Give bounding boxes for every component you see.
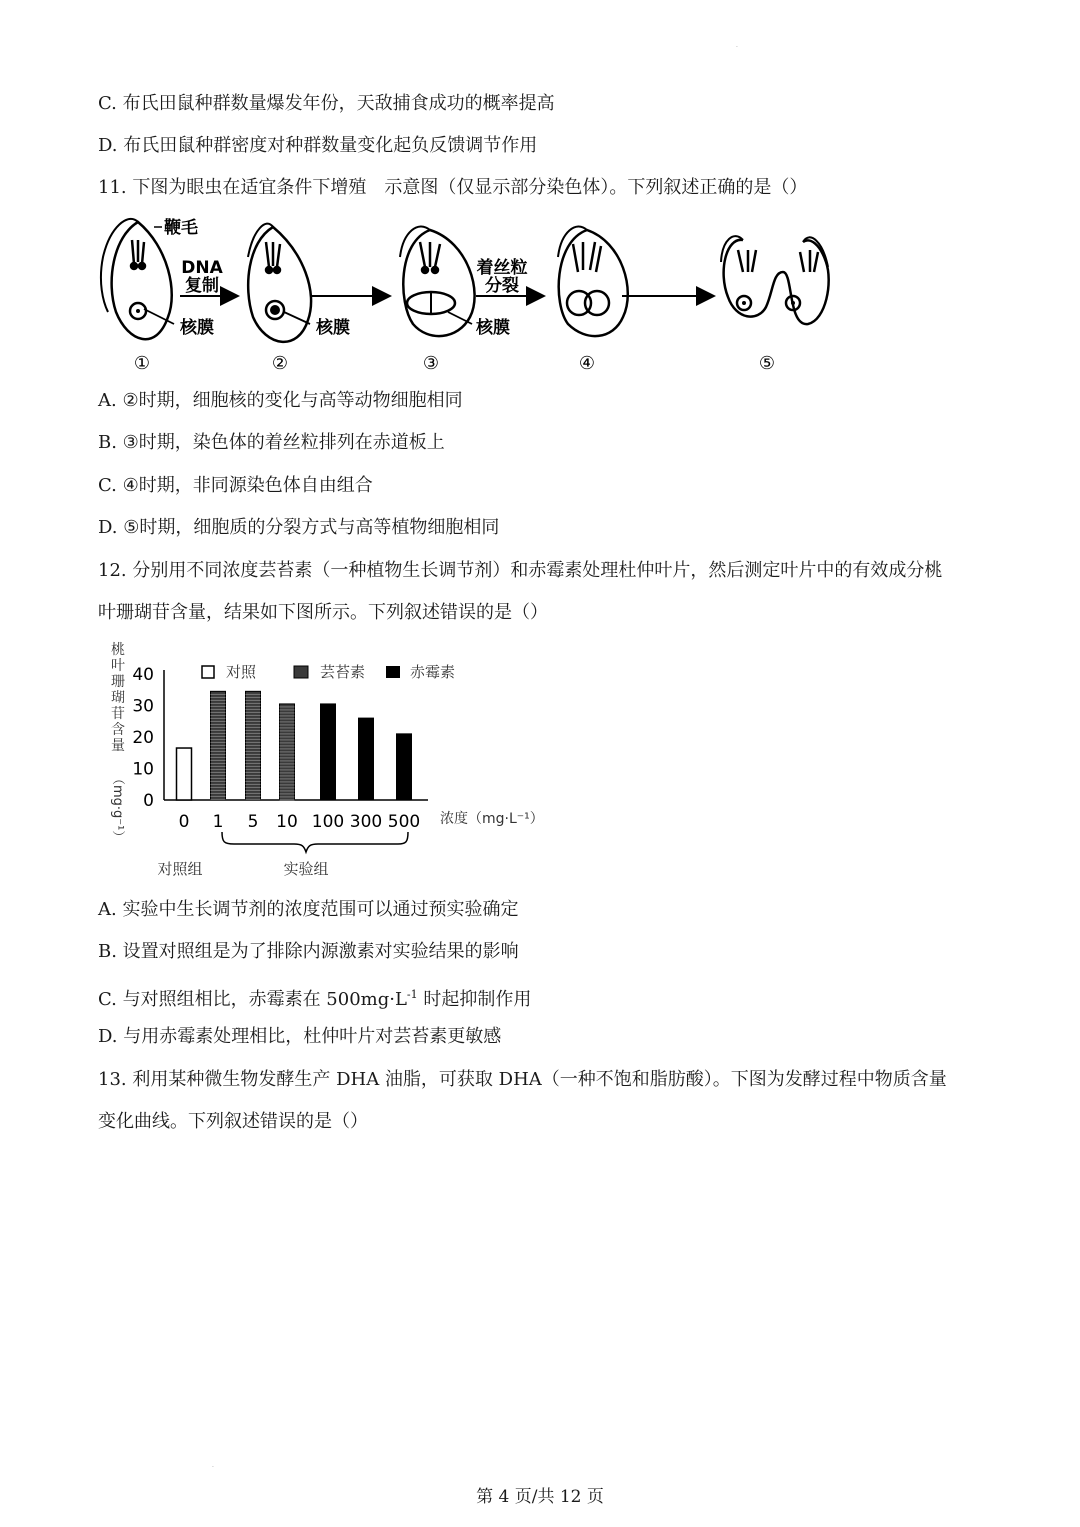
y-tick-label: 40 bbox=[132, 665, 154, 685]
legend-swatch-gibberellin bbox=[386, 666, 400, 678]
question-12-line2: 叶珊瑚苷含量，结果如下图所示。下列叙述错误的是（） bbox=[98, 602, 548, 623]
x-tick-label: 5 bbox=[247, 812, 259, 832]
euglena-division-diagram bbox=[98, 212, 858, 377]
membrane-label-1: 核膜 bbox=[180, 318, 214, 338]
scan-dot-bottom: · bbox=[212, 1464, 214, 1471]
y-axis-label-char: 量 bbox=[111, 738, 125, 754]
cell-stage-3 bbox=[400, 226, 475, 336]
option-10d: D. 布氏田鼠种群密度对种群数量变化起负反馈调节作用 bbox=[98, 135, 538, 156]
stage-label-5: ⑤ bbox=[758, 353, 776, 374]
option-12b: B. 设置对照组是为了排除内源激素对实验结果的影响 bbox=[98, 941, 519, 962]
x-tick-label: 10 bbox=[276, 812, 298, 832]
x-axis-label: 浓度（mg·L⁻¹） bbox=[440, 811, 544, 827]
cell-stage-4 bbox=[558, 226, 628, 336]
experiment-group-brace bbox=[222, 832, 408, 852]
option-12c bbox=[98, 983, 531, 1012]
y-axis-label-char: 瑚 bbox=[111, 690, 125, 706]
arrow3-label-top: 着丝粒 bbox=[476, 258, 528, 278]
option-12c-text-end: 时起抑制作用 bbox=[417, 989, 532, 1010]
option-12c-superscript: -1 bbox=[406, 988, 418, 1001]
y-tick-label: 20 bbox=[132, 728, 154, 748]
x-tick-label: 0 bbox=[178, 812, 190, 832]
stage-label-2: ② bbox=[271, 353, 289, 374]
cell-stage-5 bbox=[721, 236, 829, 324]
page-footer: 第 4 页/共 12 页 bbox=[476, 1487, 604, 1507]
question-12-line1: 12. 分别用不同浓度芸苔素（一种植物生长调节剂）和赤霉素处理杜仲叶片，然后测定叶片中的有效成分桃 bbox=[98, 560, 943, 581]
bar-对照-0 bbox=[177, 748, 192, 800]
option-11c: C. ④时期，非同源染色体自由组合 bbox=[98, 475, 373, 496]
y-axis-label-char: 苷 bbox=[111, 706, 125, 722]
option-10c: C. 布氏田鼠种群数量爆发年份，天敌捕食成功的概率提高 bbox=[98, 93, 555, 114]
arrow3-label-bottom: 分裂 bbox=[485, 276, 519, 296]
x-tick-label: 300 bbox=[349, 812, 383, 832]
stage-label-3: ③ bbox=[422, 353, 440, 374]
legend-control: 对照 bbox=[226, 663, 257, 681]
bar-赤霉素-100 bbox=[321, 704, 336, 800]
bar-赤霉素-500 bbox=[397, 734, 412, 800]
bar-赤霉素-300 bbox=[359, 718, 374, 800]
legend-swatch-brassinolide bbox=[294, 666, 308, 678]
y-tick-label: 30 bbox=[132, 696, 154, 717]
question-11: 11. 下图为眼虫在适宜条件下增殖 示意图（仅显示部分染色体）。下列叙述正确的是（） bbox=[98, 177, 808, 198]
scan-dot: · bbox=[736, 44, 738, 51]
option-11b: B. ③时期，染色体的着丝粒排列在赤道板上 bbox=[98, 432, 445, 453]
option-12d: D. 与用赤霉素处理相比，杜仲叶片对芸苔素更敏感 bbox=[98, 1026, 502, 1047]
legend-swatch-control bbox=[202, 666, 214, 678]
x-tick-label: 500 bbox=[387, 812, 421, 832]
y-axis-unit: （mg·g⁻¹） bbox=[110, 772, 125, 844]
membrane-label-3: 核膜 bbox=[476, 318, 510, 338]
option-12a: A. 实验中生长调节剂的浓度范围可以通过预实验确定 bbox=[98, 899, 519, 920]
y-axis-label-char: 叶 bbox=[111, 658, 125, 674]
y-tick-label: 0 bbox=[143, 791, 154, 811]
legend-brassinolide: 芸苔素 bbox=[320, 663, 366, 681]
membrane-label-2: 核膜 bbox=[316, 318, 350, 338]
x-tick-label: 1 bbox=[212, 812, 224, 832]
question-13-line2: 变化曲线。下列叙述错误的是（） bbox=[98, 1111, 368, 1132]
arrow1-label-bottom: 复制 bbox=[185, 276, 219, 296]
y-tick-label: 10 bbox=[132, 759, 154, 780]
question-13-line1: 13. 利用某种微生物发酵生产 DHA 油脂，可获取 DHA（一种不饱和脂肪酸）。下图为发酵过程中物质含量 bbox=[98, 1069, 947, 1090]
x-tick-label: 100 bbox=[311, 812, 345, 832]
y-axis-label-char: 桃 bbox=[111, 642, 125, 658]
y-axis-label-char: 珊 bbox=[111, 674, 125, 690]
y-axis-label-char: 含 bbox=[111, 722, 125, 738]
cell-stage-2 bbox=[248, 224, 311, 342]
bar-chart bbox=[98, 636, 558, 886]
group-label-control: 对照组 bbox=[157, 860, 203, 878]
group-label-experiment: 实验组 bbox=[283, 860, 329, 878]
option-12c-text: C. 与对照组相比，赤霉素在 500mg·L bbox=[98, 989, 407, 1010]
flagellum-label: 鞭毛 bbox=[164, 218, 198, 238]
legend-gibberellin: 赤霉素 bbox=[410, 663, 456, 681]
option-11d: D. ⑤时期，细胞质的分裂方式与高等植物细胞相同 bbox=[98, 517, 500, 538]
arrow1-label-top: DNA bbox=[181, 258, 223, 278]
option-11a: A. ②时期，细胞核的变化与高等动物细胞相同 bbox=[98, 390, 463, 411]
stage-label-4: ④ bbox=[578, 353, 596, 374]
stage-label-1: ① bbox=[133, 353, 151, 374]
